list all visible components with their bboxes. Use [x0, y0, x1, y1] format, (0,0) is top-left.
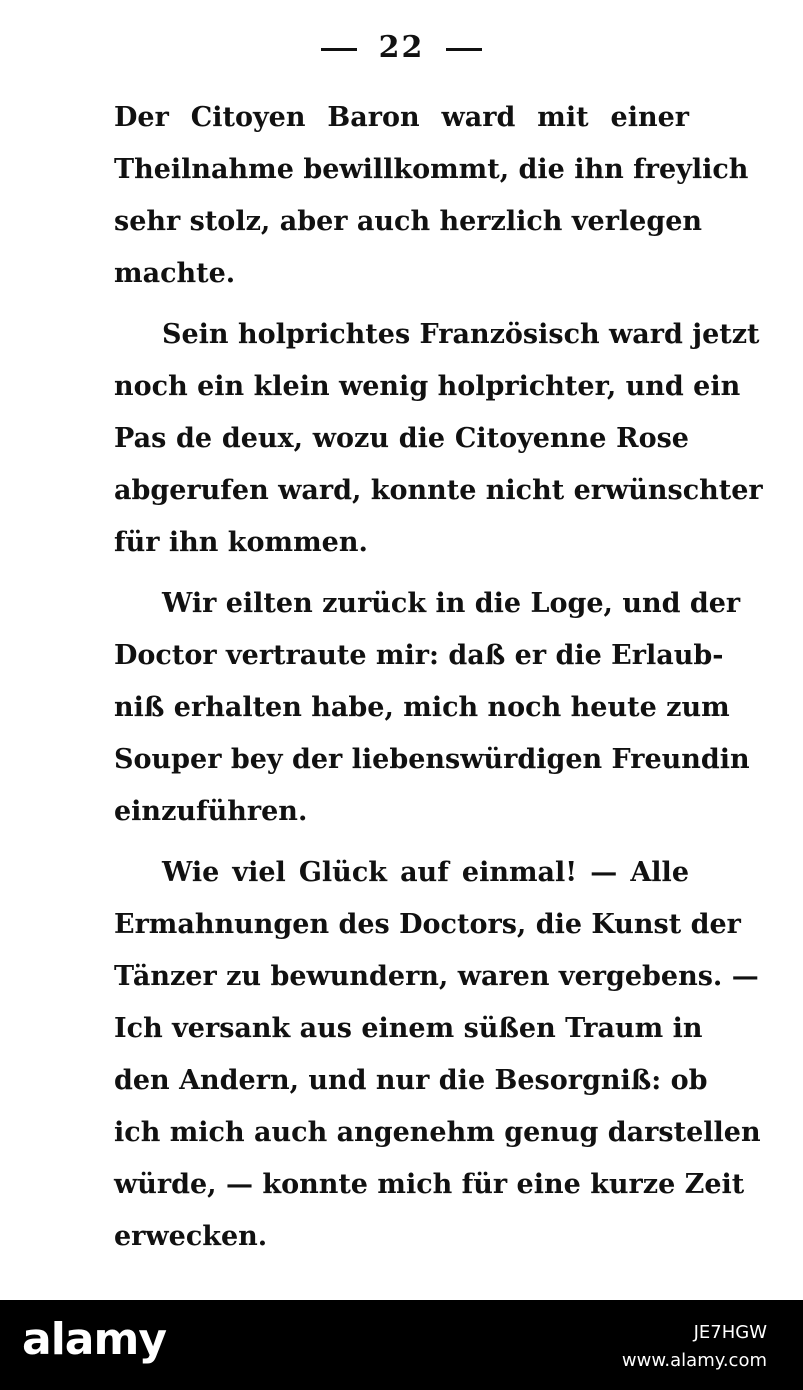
page-header [0, 30, 803, 65]
text-line: Ermahnungen des Doctors, die Kunst der [114, 909, 741, 940]
text-line: einzuführen. [114, 796, 308, 827]
text-line: Doctor vertraute mir: daß er die Erlaub- [114, 640, 724, 671]
header-dash-left [321, 48, 357, 51]
image-id: JE7HGW [693, 1322, 767, 1343]
text-line: Ich versank aus einem süßen Traum in [114, 1013, 703, 1044]
text-line: Der Citoyen Baron ward mit einer [114, 102, 689, 133]
text-line: sehr stolz, aber auch herzlich verlegen [114, 206, 703, 237]
body-text [114, 92, 763, 1263]
text-line: niß erhalten habe, mich noch heute zum [114, 692, 730, 723]
text-line: Sein holprichtes Französisch ward jetzt [162, 319, 760, 350]
text-line: machte. [114, 258, 236, 289]
text-line: Theilnahme bewillkommt, die ihn freylich [114, 154, 749, 185]
watermark-banner [0, 1300, 803, 1390]
text-line: Pas de deux, wozu die Citoyenne Rose [114, 423, 689, 454]
text-line: Tänzer zu bewundern, waren vergebens. — [114, 961, 759, 992]
text-line: für ihn kommen. [114, 527, 368, 558]
text-line: Wie viel Glück auf einmal! — Alle [162, 857, 689, 888]
text-line: würde, — konnte mich für eine kurze Zeit [114, 1169, 745, 1200]
text-line: Wir eilten zurück in die Loge, und der [162, 588, 741, 619]
alamy-logo: alamy [22, 1314, 166, 1365]
text-line: Souper bey der liebenswürdigen Freundin [114, 744, 750, 775]
source-url: www.alamy.com [621, 1350, 767, 1371]
text-line: erwecken. [114, 1221, 268, 1252]
text-line: ich mich auch angenehm genug darstellen [114, 1117, 761, 1148]
text-line: den Andern, und nur die Besorgniß: ob [114, 1065, 708, 1096]
header-dash-right [446, 48, 482, 51]
page-number: 22 [378, 30, 425, 65]
text-line: noch ein klein wenig holprichter, und ein [114, 371, 741, 402]
text-line: abgerufen ward, konnte nicht erwünschter [114, 475, 763, 506]
